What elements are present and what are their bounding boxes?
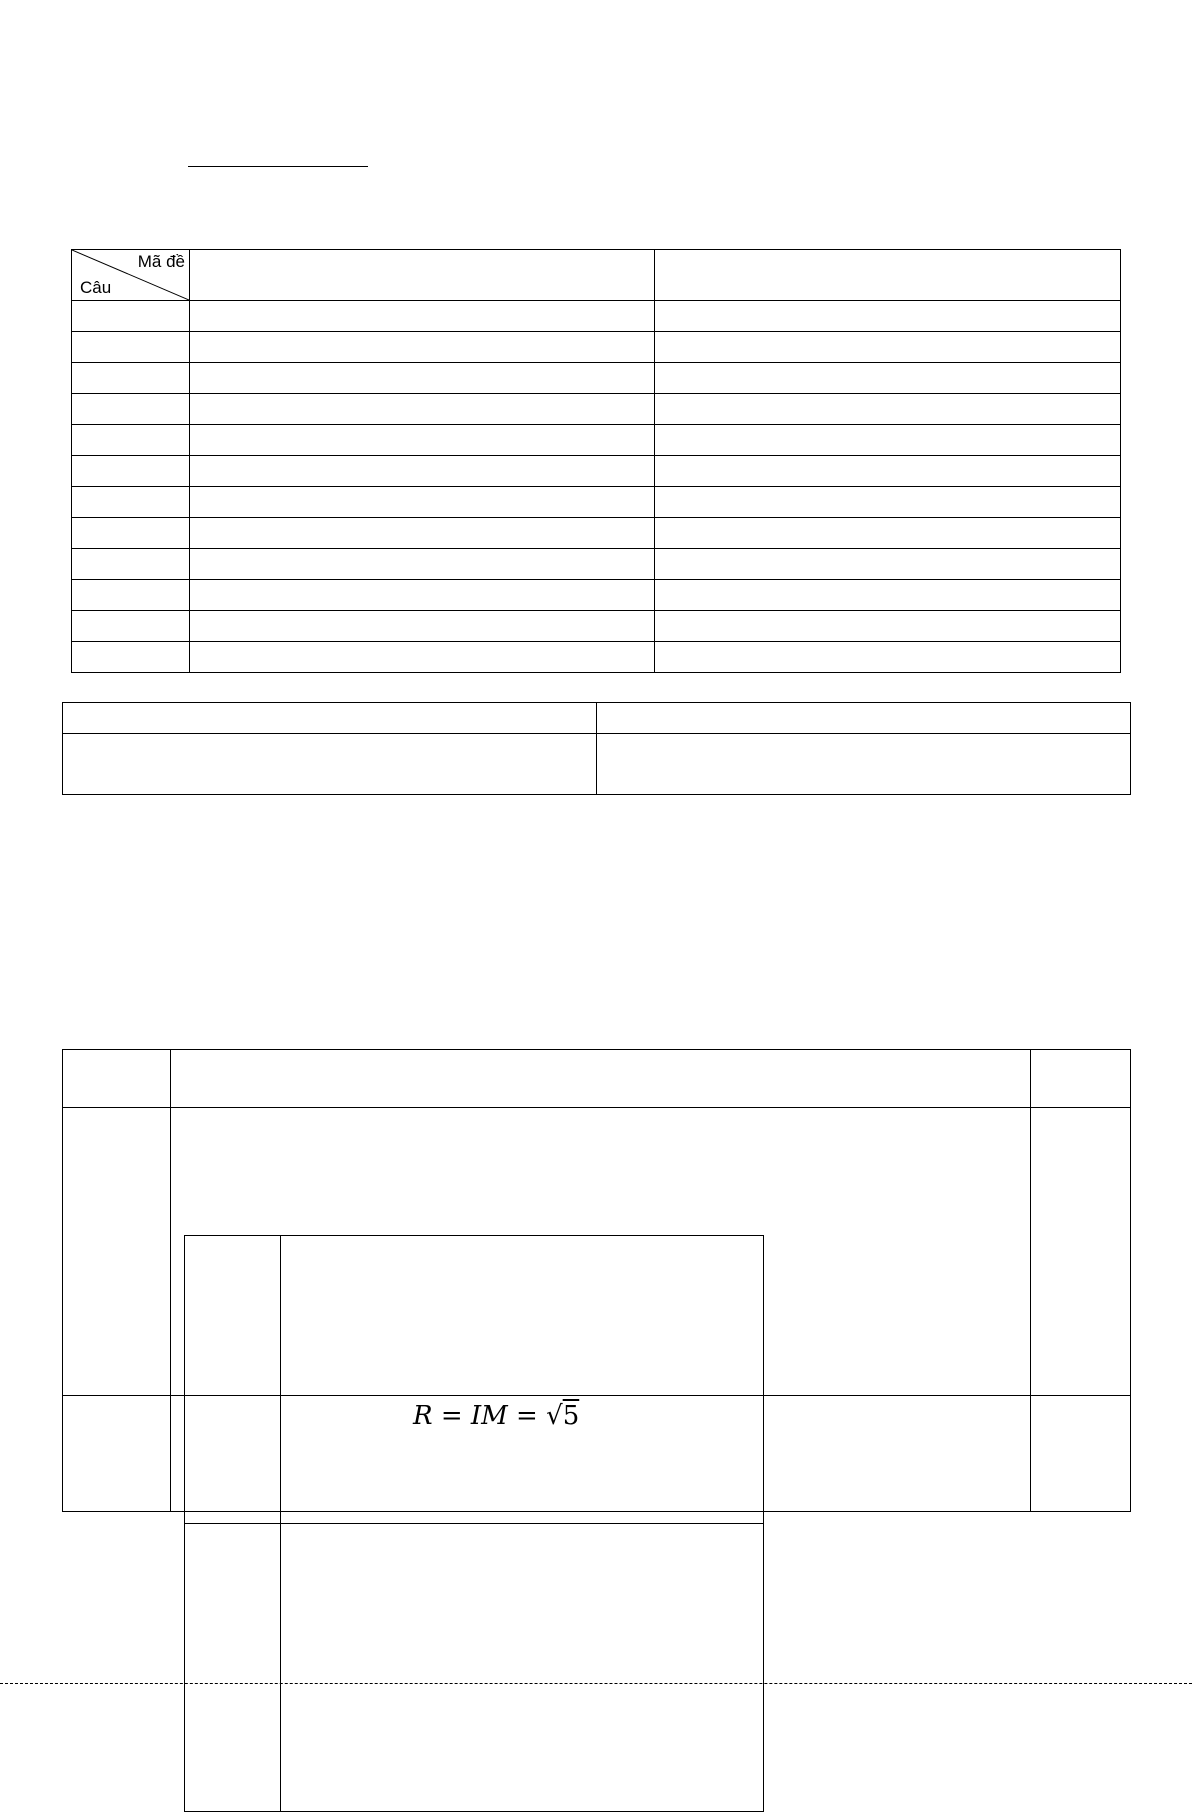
question-cell (63, 1108, 171, 1396)
answer-cell (190, 580, 655, 611)
score-cell (1031, 1108, 1131, 1396)
sqrt-symbol: √ (546, 1401, 563, 1431)
formula-lhs: R = IM = (413, 1401, 547, 1431)
answer-cell (655, 456, 1121, 487)
question-cell (63, 1396, 171, 1512)
answer-cell (190, 363, 655, 394)
answer-row (72, 332, 1121, 363)
content-cell (171, 1396, 1031, 1512)
answer-cell (190, 301, 655, 332)
answer-cell (190, 456, 655, 487)
answer-cell (190, 394, 655, 425)
solution-row (63, 1108, 1131, 1396)
score-cell (1031, 1396, 1131, 1512)
page-bottom-line (0, 1683, 1192, 1684)
answer-cell (190, 549, 655, 580)
content-cell (171, 1108, 1031, 1396)
content-header-cell (171, 1050, 1031, 1108)
answer-row (72, 363, 1121, 394)
answer-row (72, 456, 1121, 487)
answer-cell (655, 363, 1121, 394)
answer-cell (655, 518, 1121, 549)
answer-cell (655, 301, 1121, 332)
answer-cell (72, 363, 190, 394)
inner-table (184, 1235, 764, 1812)
answer-cell (190, 611, 655, 642)
summary-cell (597, 734, 1131, 795)
answer-cell (655, 580, 1121, 611)
exam-code-cell (655, 250, 1121, 301)
answer-row (72, 611, 1121, 642)
answer-cell (190, 642, 655, 673)
answer-cell (72, 611, 190, 642)
question-header-cell (63, 1050, 171, 1108)
answer-cell (72, 580, 190, 611)
answer-cell (72, 549, 190, 580)
answer-cell (72, 456, 190, 487)
answer-cell (72, 394, 190, 425)
solution-table (62, 1049, 1131, 1512)
answer-row (72, 580, 1121, 611)
score-header-cell (1031, 1050, 1131, 1108)
summary-cell (63, 703, 597, 734)
answer-cell (655, 549, 1121, 580)
answer-cell (72, 425, 190, 456)
inner-cell (185, 1524, 281, 1812)
answer-cell (655, 611, 1121, 642)
answer-row (72, 549, 1121, 580)
sqrt-radicand: 5 (562, 1401, 580, 1431)
answer-cell (190, 487, 655, 518)
radius-formula (413, 1400, 579, 1432)
answer-cell (72, 642, 190, 673)
question-label: Câu (80, 278, 112, 297)
answer-cell (190, 332, 655, 363)
summary-cell (63, 734, 597, 795)
summary-cell (597, 703, 1131, 734)
answer-row (72, 425, 1121, 456)
answer-row (72, 487, 1121, 518)
answer-row (72, 301, 1121, 332)
answer-cell (72, 301, 190, 332)
answer-key-table (71, 249, 1121, 673)
exam-code-cell (190, 250, 655, 301)
answer-header-row (72, 250, 1121, 301)
summary-table (62, 702, 1131, 795)
answer-cell (190, 425, 655, 456)
inner-row (185, 1524, 764, 1812)
summary-row (63, 703, 1131, 734)
diagonal-header-cell (72, 250, 190, 301)
answer-cell (72, 487, 190, 518)
answer-cell (190, 518, 655, 549)
answer-cell (655, 642, 1121, 673)
solution-header-row (63, 1050, 1131, 1108)
answer-cell (655, 487, 1121, 518)
answer-cell (655, 425, 1121, 456)
summary-row (63, 734, 1131, 795)
answer-row (72, 642, 1121, 673)
header-underline (188, 166, 368, 167)
solution-row (63, 1396, 1131, 1512)
content-wrap (171, 1396, 1030, 1511)
answer-row (72, 394, 1121, 425)
answer-cell (655, 332, 1121, 363)
exam-code-label: Mã đề (137, 252, 185, 271)
answer-row (72, 518, 1121, 549)
answer-cell (72, 518, 190, 549)
answer-cell (72, 332, 190, 363)
answer-cell (655, 394, 1121, 425)
inner-cell (281, 1524, 764, 1812)
content-wrap (171, 1108, 1030, 1395)
